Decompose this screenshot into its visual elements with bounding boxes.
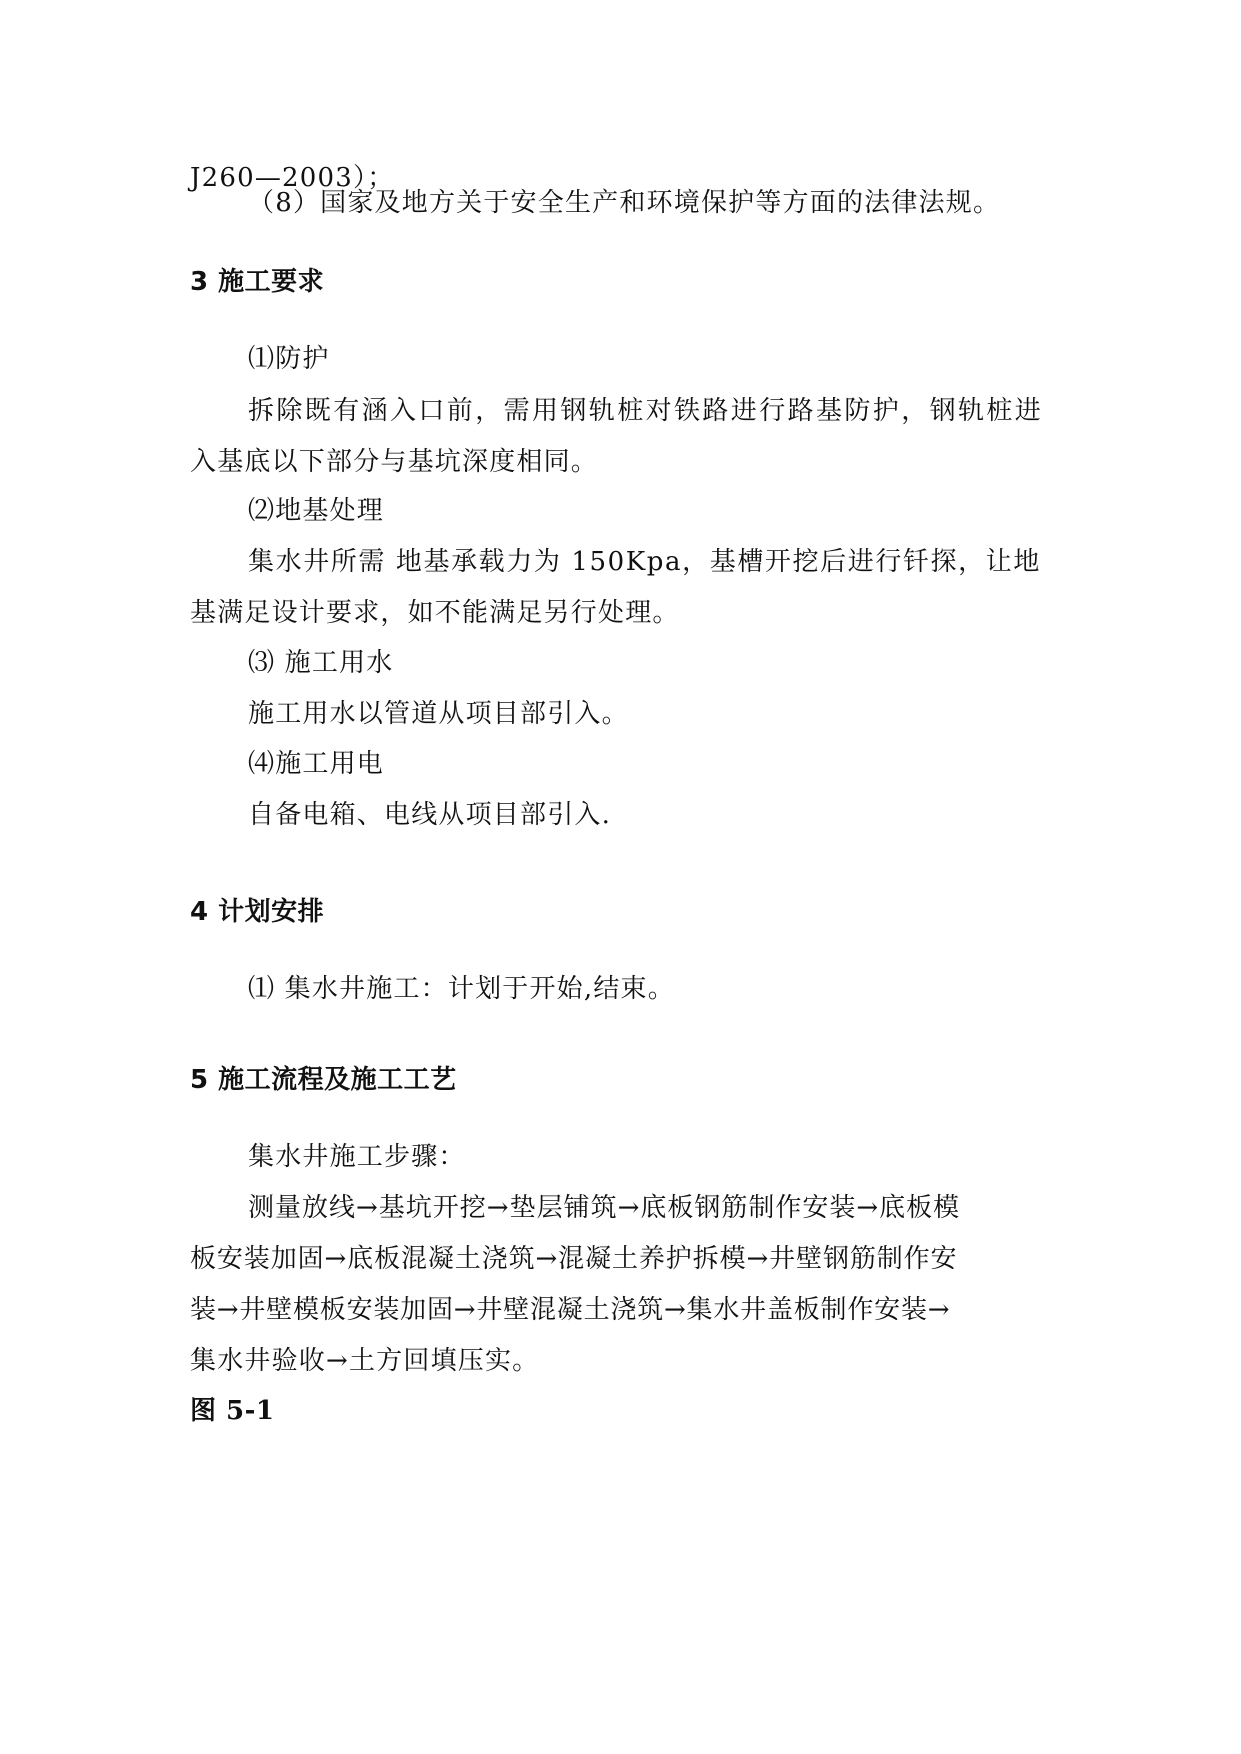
section-3-heading: 3 施工要求	[190, 267, 325, 297]
subsection-foundation-label: ⑵地基处理	[248, 496, 385, 526]
foundation-text-line-1: 集水井所需 地基承载力为 150Kpa，基槽开挖后进行钎探，让地	[248, 547, 1041, 577]
subsection-water-label: ⑶ 施工用水	[248, 648, 394, 678]
protection-text-line-2: 入基底以下部分与基坑深度相同。	[190, 447, 599, 477]
flow-line-2: 板安装加固→底板混凝土浇筑→混凝土养护拆模→井壁钢筋制作安	[190, 1244, 958, 1274]
power-text: 自备电箱、电线从项目部引入.	[248, 800, 612, 830]
protection-text-line-1: 拆除既有涵入口前，需用钢轨桩对铁路进行路基防护，钢轨桩进	[248, 396, 1044, 426]
steps-title: 集水井施工步骤：	[248, 1142, 466, 1172]
flow-line-3: 装→井壁模板安装加固→井壁混凝土浇筑→集水井盖板制作安装→	[190, 1295, 951, 1325]
flow-line-1: 测量放线→基坑开挖→垫层铺筑→底板钢筋制作安装→底板模	[248, 1193, 961, 1223]
plan-item-1: ⑴ 集水井施工：计划于开始,结束。	[248, 974, 675, 1004]
subsection-protection-label: ⑴防护	[248, 344, 330, 374]
reference-item-8: （8）国家及地方关于安全生产和环境保护等方面的法律法规。	[248, 188, 1001, 218]
foundation-text-line-2: 基满足设计要求，如不能满足另行处理。	[190, 598, 680, 628]
figure-label: 图 5-1	[190, 1396, 275, 1426]
section-4-heading: 4 计划安排	[190, 897, 325, 927]
flow-line-4: 集水井验收→土方回填压实。	[190, 1346, 540, 1376]
reference-continuation: J260—2003）；	[190, 163, 395, 193]
section-5-heading: 5 施工流程及施工工艺	[190, 1065, 457, 1095]
subsection-power-label: ⑷施工用电	[248, 749, 385, 779]
water-text: 施工用水以管道从项目部引入。	[248, 699, 629, 729]
